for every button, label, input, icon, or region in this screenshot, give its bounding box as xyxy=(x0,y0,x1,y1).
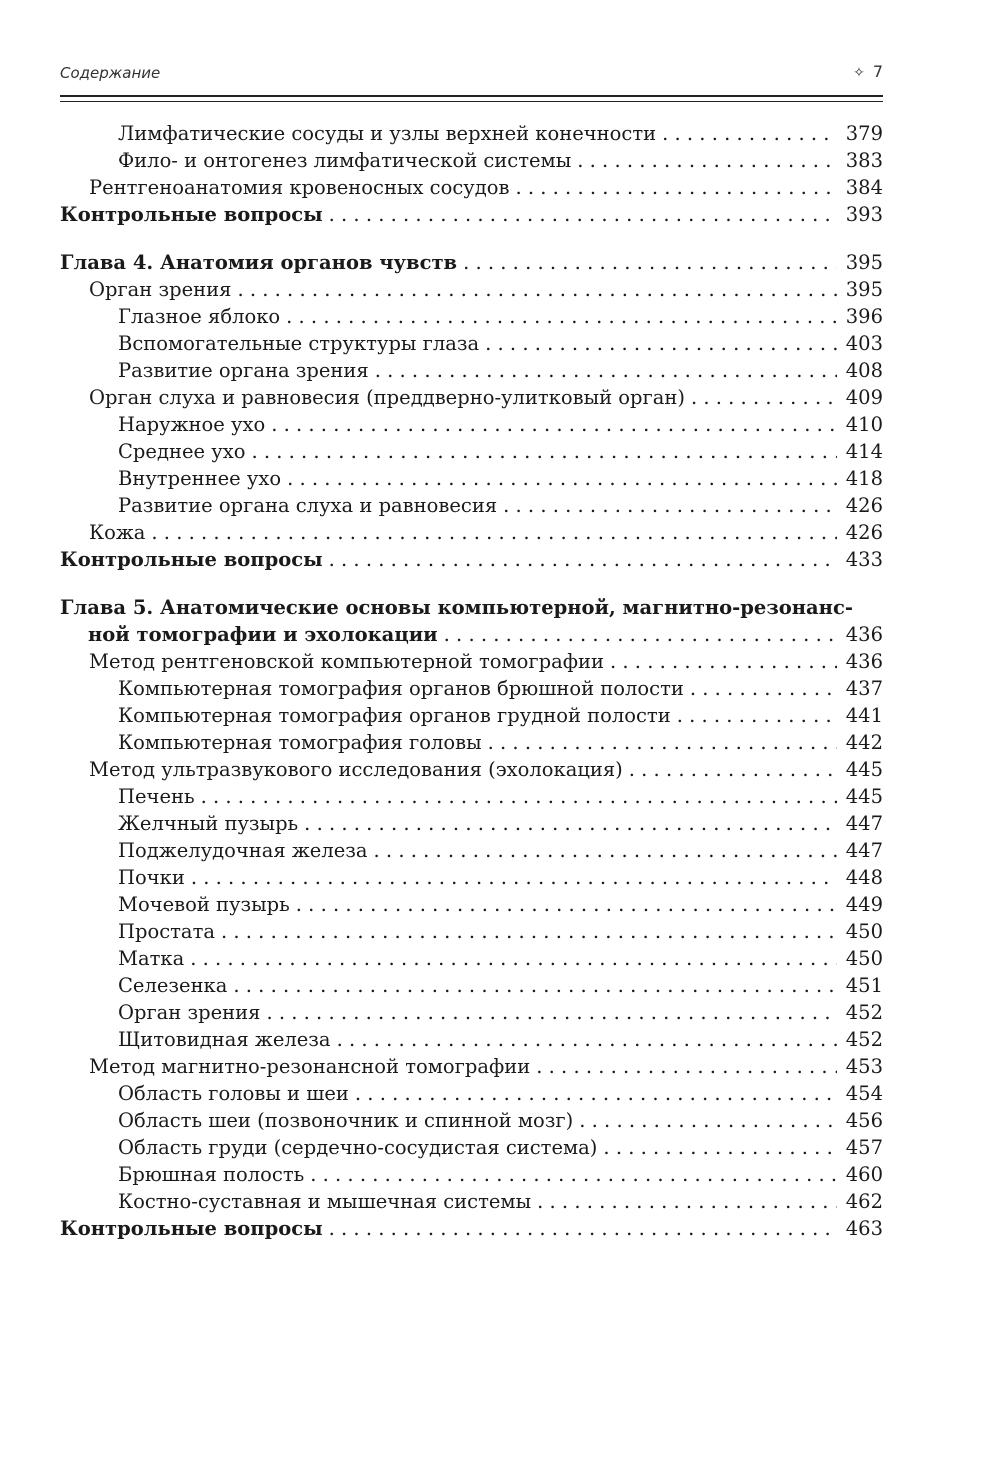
toc-entry-title: Область головы и шеи xyxy=(118,1082,349,1105)
toc-entry-page: 445 xyxy=(845,785,883,808)
toc-entry-title: Область груди (сердечно-сосудистая система) xyxy=(118,1136,598,1159)
toc-entry-page: 426 xyxy=(845,521,883,544)
toc-entry-title: Щитовидная железа xyxy=(118,1028,331,1051)
toc-entry[interactable] xyxy=(60,783,883,810)
toc-entry-title: Наружное ухо xyxy=(118,413,266,436)
dot-leader xyxy=(629,756,837,783)
toc-entry[interactable] xyxy=(60,972,883,999)
toc-entry[interactable] xyxy=(60,411,883,438)
toc-entry[interactable] xyxy=(60,837,883,864)
toc-entry-page: 433 xyxy=(845,548,883,571)
toc-entry-page: 436 xyxy=(845,623,883,646)
dot-leader xyxy=(190,945,837,972)
toc-entry[interactable] xyxy=(60,519,883,546)
toc-entry[interactable] xyxy=(60,729,883,756)
diamond-ornament-icon: ✧ xyxy=(853,65,865,81)
toc-entry-page: 395 xyxy=(845,251,883,274)
toc-entry-page: 396 xyxy=(845,305,883,328)
dot-leader xyxy=(304,810,837,837)
toc-entry[interactable] xyxy=(60,492,883,519)
toc-entry-title: Простата xyxy=(118,920,215,943)
dot-leader xyxy=(375,357,837,384)
toc-entry[interactable] xyxy=(60,1161,883,1188)
toc-entry-page: 450 xyxy=(845,947,883,970)
toc-entry-page: 453 xyxy=(845,1055,883,1078)
toc-entry-review-questions[interactable] xyxy=(60,201,883,228)
toc-entry-title: Орган зрения xyxy=(89,278,232,301)
toc-entry-page: 414 xyxy=(845,440,883,463)
toc-entry-page: 403 xyxy=(845,332,883,355)
toc-entry-title: Компьютерная томография головы xyxy=(118,731,482,754)
toc-entry[interactable] xyxy=(60,702,883,729)
toc-entry[interactable] xyxy=(60,675,883,702)
toc-entry[interactable] xyxy=(60,945,883,972)
toc-entry-title: Почки xyxy=(118,866,185,889)
dot-leader xyxy=(201,783,837,810)
running-head-folio xyxy=(853,62,883,81)
dot-leader xyxy=(374,837,837,864)
toc-entry-title: Селезенка xyxy=(118,974,228,997)
toc-entry[interactable] xyxy=(60,1188,883,1215)
dot-leader xyxy=(237,276,837,303)
dot-leader xyxy=(603,1134,837,1161)
toc-entry[interactable] xyxy=(60,648,883,675)
toc-chapter-title-line1: Глава 5. Анатомические основы компьютерной, магнитно-резонанс- xyxy=(60,596,853,619)
toc-entry-page: 463 xyxy=(845,1217,883,1240)
toc-entry[interactable] xyxy=(60,303,883,330)
toc-entry[interactable] xyxy=(60,276,883,303)
dot-leader xyxy=(536,1053,837,1080)
toc-entry-page: 450 xyxy=(845,920,883,943)
toc-entry-title: Метод магнитно-резонансной томографии xyxy=(89,1055,531,1078)
dot-leader xyxy=(444,621,837,648)
toc-entry-page: 410 xyxy=(845,413,883,436)
dot-leader xyxy=(329,201,837,228)
dot-leader xyxy=(191,864,837,891)
dot-leader xyxy=(485,330,837,357)
toc-entry-page: 454 xyxy=(845,1082,883,1105)
toc-entry-title: Матка xyxy=(118,947,185,970)
toc-entry[interactable] xyxy=(60,1053,883,1080)
toc-chapter-title-line2-row xyxy=(60,621,883,648)
toc-entry[interactable] xyxy=(60,891,883,918)
toc-entry-page: 408 xyxy=(845,359,883,382)
dot-leader xyxy=(691,384,837,411)
toc-entry-page: 384 xyxy=(845,176,883,199)
toc-entry[interactable] xyxy=(60,864,883,891)
dot-leader xyxy=(488,729,837,756)
toc-entry-title: Развитие органа зрения xyxy=(118,359,369,382)
dot-leader xyxy=(271,411,837,438)
toc-entry[interactable] xyxy=(60,174,883,201)
toc-entry-title: Контрольные вопросы xyxy=(60,203,323,226)
table-of-contents xyxy=(60,120,883,1242)
toc-entry-page: 451 xyxy=(845,974,883,997)
toc-entry[interactable] xyxy=(60,330,883,357)
toc-entry-review-questions[interactable] xyxy=(60,1215,883,1242)
dot-leader xyxy=(266,999,837,1026)
toc-entry-title: Развитие органа слуха и равновесия xyxy=(118,494,498,517)
header-rule-thick xyxy=(60,95,883,97)
toc-entry[interactable] xyxy=(60,1026,883,1053)
dot-leader xyxy=(329,546,837,573)
toc-entry-page: 460 xyxy=(845,1163,883,1186)
dot-leader xyxy=(515,174,837,201)
toc-entry-title: Желчный пузырь xyxy=(118,812,299,835)
toc-entry-page: 449 xyxy=(845,893,883,916)
toc-entry-page: 426 xyxy=(845,494,883,517)
toc-entry-title: Брюшная полость xyxy=(118,1163,305,1186)
header-rule-thin xyxy=(60,101,883,102)
dot-leader xyxy=(329,1215,837,1242)
toc-entry[interactable] xyxy=(60,1107,883,1134)
dot-leader xyxy=(579,1107,837,1134)
toc-entry-page: 462 xyxy=(845,1190,883,1213)
dot-leader xyxy=(151,519,837,546)
dot-leader xyxy=(503,492,837,519)
toc-entry-title: Орган зрения xyxy=(118,1001,261,1024)
toc-entry-title: Кожа xyxy=(89,521,146,544)
toc-entry[interactable] xyxy=(60,147,883,174)
toc-entry-page: 409 xyxy=(845,386,883,409)
dot-leader xyxy=(221,918,837,945)
toc-entry-page: 442 xyxy=(845,731,883,754)
toc-entry-title: Компьютерная томография органов грудной полости xyxy=(118,704,671,727)
toc-entry-page: 383 xyxy=(845,149,883,172)
toc-entry-page: 395 xyxy=(845,278,883,301)
toc-entry-page: 436 xyxy=(845,650,883,673)
toc-entry-title: Мочевой пузырь xyxy=(118,893,290,916)
toc-entry-page: 447 xyxy=(845,839,883,862)
dot-leader xyxy=(677,702,837,729)
toc-entry-title: Среднее ухо xyxy=(118,440,246,463)
page-number: 7 xyxy=(872,62,883,81)
toc-entry-page: 452 xyxy=(845,1028,883,1051)
dot-leader xyxy=(690,675,837,702)
toc-chapter-title: Глава 4. Анатомия органов чувств xyxy=(60,251,458,274)
toc-entry-page: 447 xyxy=(845,812,883,835)
toc-chapter-title-line2: ной томографии и эхолокации xyxy=(88,623,438,646)
toc-entry[interactable] xyxy=(60,438,883,465)
toc-entry[interactable] xyxy=(60,1080,883,1107)
toc-entry[interactable] xyxy=(60,756,883,783)
toc-entry-page: 452 xyxy=(845,1001,883,1024)
toc-entry-page: 441 xyxy=(845,704,883,727)
toc-entry-review-questions[interactable] xyxy=(60,546,883,573)
toc-entry-title: Печень xyxy=(118,785,195,808)
toc-entry-title: Внутреннее ухо xyxy=(118,467,282,490)
toc-entry[interactable] xyxy=(60,918,883,945)
dot-leader xyxy=(296,891,837,918)
dot-leader xyxy=(355,1080,837,1107)
toc-chapter-4[interactable] xyxy=(60,249,883,276)
toc-entry-title: Область шеи (позвоночник и спинной мозг) xyxy=(118,1109,574,1132)
running-head-title: Содержание xyxy=(60,64,161,82)
toc-entry-title: Глазное яблоко xyxy=(118,305,281,328)
toc-entry[interactable] xyxy=(60,999,883,1026)
toc-entry-title: Фило- и онтогенез лимфатической системы xyxy=(118,149,572,172)
toc-entry-title: Вспомогательные структуры глаза xyxy=(118,332,480,355)
dot-leader xyxy=(251,438,837,465)
toc-entry-title: Контрольные вопросы xyxy=(60,1217,323,1240)
toc-entry-title: Костно-суставная и мышечная системы xyxy=(118,1190,532,1213)
dot-leader xyxy=(233,972,837,999)
running-head xyxy=(60,62,883,92)
dot-leader xyxy=(463,249,837,276)
toc-entry[interactable] xyxy=(60,465,883,492)
toc-entry[interactable] xyxy=(60,1134,883,1161)
toc-entry-page: 445 xyxy=(845,758,883,781)
dot-leader xyxy=(310,1161,837,1188)
toc-entry-page: 437 xyxy=(845,677,883,700)
toc-entry-page: 457 xyxy=(845,1136,883,1159)
dot-leader xyxy=(337,1026,837,1053)
toc-entry-page: 456 xyxy=(845,1109,883,1132)
toc-entry-title: Метод ультразвукового исследования (эхолокация) xyxy=(89,758,623,781)
toc-entry[interactable] xyxy=(60,810,883,837)
toc-entry-page: 448 xyxy=(845,866,883,889)
dot-leader xyxy=(287,465,837,492)
toc-entry[interactable] xyxy=(60,120,883,147)
toc-entry-title: Поджелудочная железа xyxy=(118,839,368,862)
toc-entry[interactable] xyxy=(60,384,883,411)
toc-entry-title: Орган слуха и равновесия (преддверно-улитковый орган) xyxy=(89,386,685,409)
toc-chapter-5[interactable] xyxy=(60,594,883,648)
toc-entry-title: Компьютерная томография органов брюшной полости xyxy=(118,677,684,700)
toc-entry-page: 418 xyxy=(845,467,883,490)
dot-leader xyxy=(662,120,837,147)
toc-entry[interactable] xyxy=(60,357,883,384)
dot-leader xyxy=(610,648,837,675)
dot-leader xyxy=(577,147,837,174)
toc-entry-title: Рентгеноанатомия кровеносных сосудов xyxy=(89,176,510,199)
toc-entry-title: Лимфатические сосуды и узлы верхней конечности xyxy=(118,122,657,145)
toc-entry-title: Контрольные вопросы xyxy=(60,548,323,571)
dot-leader xyxy=(537,1188,837,1215)
dot-leader xyxy=(286,303,837,330)
toc-entry-page: 379 xyxy=(845,122,883,145)
toc-entry-page: 393 xyxy=(845,203,883,226)
toc-entry-title: Метод рентгеновской компьютерной томографии xyxy=(89,650,605,673)
